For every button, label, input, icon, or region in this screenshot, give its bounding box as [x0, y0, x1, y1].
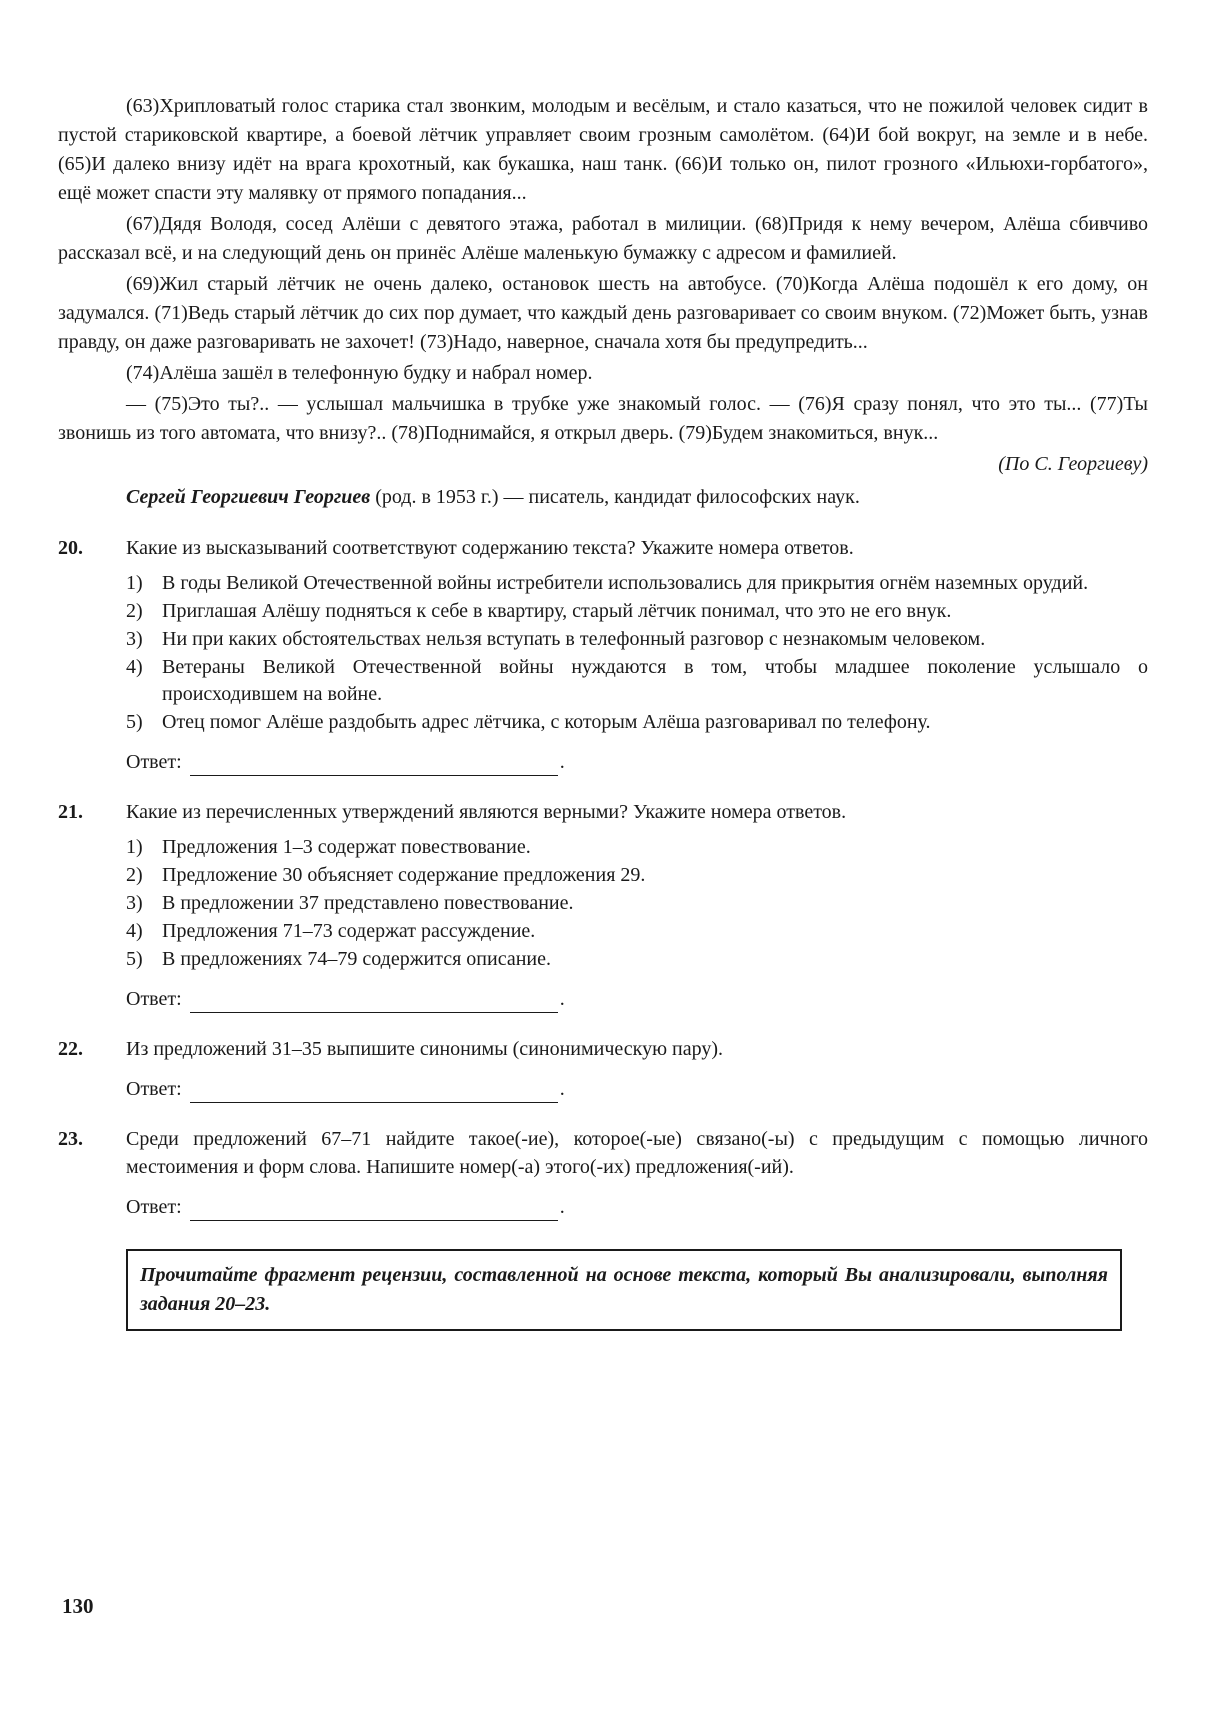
task-20 [58, 534, 1148, 776]
option-text: Отец помог Алёше раздобыть адрес лётчика, с которым Алёша разговаривал по телефону. [162, 711, 931, 733]
option-number: 3) [126, 892, 143, 914]
answer-field[interactable] [190, 990, 558, 1013]
option-text: Предложение 30 объясняет содержание предложения 29. [162, 864, 646, 886]
options-list [126, 834, 1148, 973]
answer-field[interactable] [190, 1198, 558, 1221]
content [58, 92, 1148, 1331]
option-item [126, 570, 1148, 597]
option-text: В годы Великой Отечественной войны истребители использовались для прикрытия огнём наземных орудий. [162, 572, 1089, 594]
answer-period: . [559, 751, 565, 773]
option-number: 5) [126, 711, 143, 733]
task-number: 23. [58, 1128, 83, 1150]
answer-field[interactable] [190, 1080, 558, 1103]
option-text: Ни при каких обстоятельствах нельзя вступать в телефонный разговор с незнакомым человеком. [162, 628, 986, 650]
task-21 [58, 798, 1148, 1013]
answer-row [126, 1075, 1148, 1103]
answer-period: . [559, 1196, 565, 1218]
page-number: 130 [62, 1594, 94, 1618]
option-number: 1) [126, 836, 143, 858]
answer-label: Ответ: [126, 1196, 182, 1218]
task-question: Какие из перечисленных утверждений являются верными? Укажите номера ответов. [126, 801, 847, 823]
paragraph: (74)Алёша зашёл в телефонную будку и набрал номер. [126, 362, 593, 384]
option-item [126, 834, 1148, 861]
task-22 [58, 1035, 1148, 1103]
task-number: 20. [58, 537, 83, 559]
option-number: 4) [126, 920, 143, 942]
option-text: В предложении 37 представлено повествование. [162, 892, 574, 914]
paragraph: (69)Жил старый лётчик не очень далеко, остановок шесть на автобусе. (70)Когда Алёша подошёл к его дому, он задумался. (71)Ведь старый лётчик до сих пор думает, что каждый день разговаривает со своим внуком. (72)Может быть, узнав правду, он даже разговаривать не захочет! (73)Надо, наверное, сначала хотя бы предупредить... [58, 273, 1148, 353]
option-number: 1) [126, 572, 143, 594]
task-23 [58, 1125, 1148, 1221]
task-number: 21. [58, 801, 83, 823]
answer-row [126, 985, 1148, 1013]
answer-row [126, 1193, 1148, 1221]
option-text: Ветераны Великой Отечественной войны нуждаются в том, чтобы младшее поколение услышало о происходившем на войне. [162, 656, 1148, 705]
options-list [126, 570, 1148, 736]
option-number: 5) [126, 948, 143, 970]
option-item [126, 862, 1148, 889]
source-attribution: (По С. Георгиеву) [998, 453, 1148, 475]
option-item [126, 918, 1148, 945]
answer-period: . [559, 1078, 565, 1100]
option-item [126, 709, 1148, 736]
option-text: Предложения 71–73 содержат рассуждение. [162, 920, 536, 942]
option-item [126, 946, 1148, 973]
option-text: В предложениях 74–79 содержится описание. [162, 948, 551, 970]
author-name: Сергей Георгиевич Георгиев [126, 486, 371, 508]
answer-row [126, 748, 1148, 776]
paragraph: (67)Дядя Володя, сосед Алёши с девятого этажа, работал в милиции. (68)Придя к нему вечером, Алёша сбивчиво рассказал всё, и на следующий день он принёс Алёше маленькую бумажку с адресом и фамилией. [58, 213, 1148, 264]
option-number: 4) [126, 656, 143, 678]
option-item [126, 654, 1148, 708]
paragraph: — (75)Это ты?.. — услышал мальчишка в трубке уже знакомый голос. — (76)Я сразу понял, что это ты... (77)Ты звонишь из того автомата, что внизу?.. (78)Поднимайся, я открыл дверь. (79)Будем знакомиться, внук... [58, 393, 1148, 444]
answer-label: Ответ: [126, 751, 182, 773]
author-bio: (род. в 1953 г.) — писатель, кандидат философских наук. [370, 486, 860, 508]
author-note [58, 483, 1148, 512]
answer-field[interactable] [190, 753, 558, 776]
instruction-box: Прочитайте фрагмент рецензии, составленной на основе текста, который Вы анализировали, выполняя задания 20–23. [126, 1249, 1122, 1331]
task-question: Из предложений 31–35 выпишите синонимы (синонимическую пару). [126, 1038, 724, 1060]
option-text: Приглашая Алёшу подняться к себе в квартиру, старый лётчик понимал, что это не его внук. [162, 600, 952, 622]
option-text: Предложения 1–3 содержат повествование. [162, 836, 531, 858]
task-number: 22. [58, 1038, 83, 1060]
paragraph: (63)Хрипловатый голос старика стал звонким, молодым и весёлым, и стало казаться, что не пожилой человек сидит в пустой стариковской квартире, а боевой лётчик управляет своим грозным самолётом. (64)И бой вокруг, на земле и в небе. (65)И далеко внизу идёт на врага крохотный, как букашка, наш танк. (66)И только он, пилот грозного «Ильюхи-горбатого», ещё может спасти эту малявку от прямого попадания... [58, 95, 1148, 204]
option-number: 2) [126, 864, 143, 886]
option-item [126, 890, 1148, 917]
task-question: Какие из высказываний соответствуют содержанию текста? Укажите номера ответов. [126, 537, 854, 559]
answer-label: Ответ: [126, 988, 182, 1010]
option-number: 2) [126, 600, 143, 622]
task-question: Среди предложений 67–71 найдите такое(-ие), которое(-ые) связано(-ы) с предыдущим с помощью личного местоимения и форм слова. Напишите номер(-а) этого(-их) предложения(-ий). [126, 1128, 1148, 1178]
option-number: 3) [126, 628, 143, 650]
option-item [126, 626, 1148, 653]
answer-period: . [559, 988, 565, 1010]
answer-label: Ответ: [126, 1078, 182, 1100]
option-item [126, 598, 1148, 625]
